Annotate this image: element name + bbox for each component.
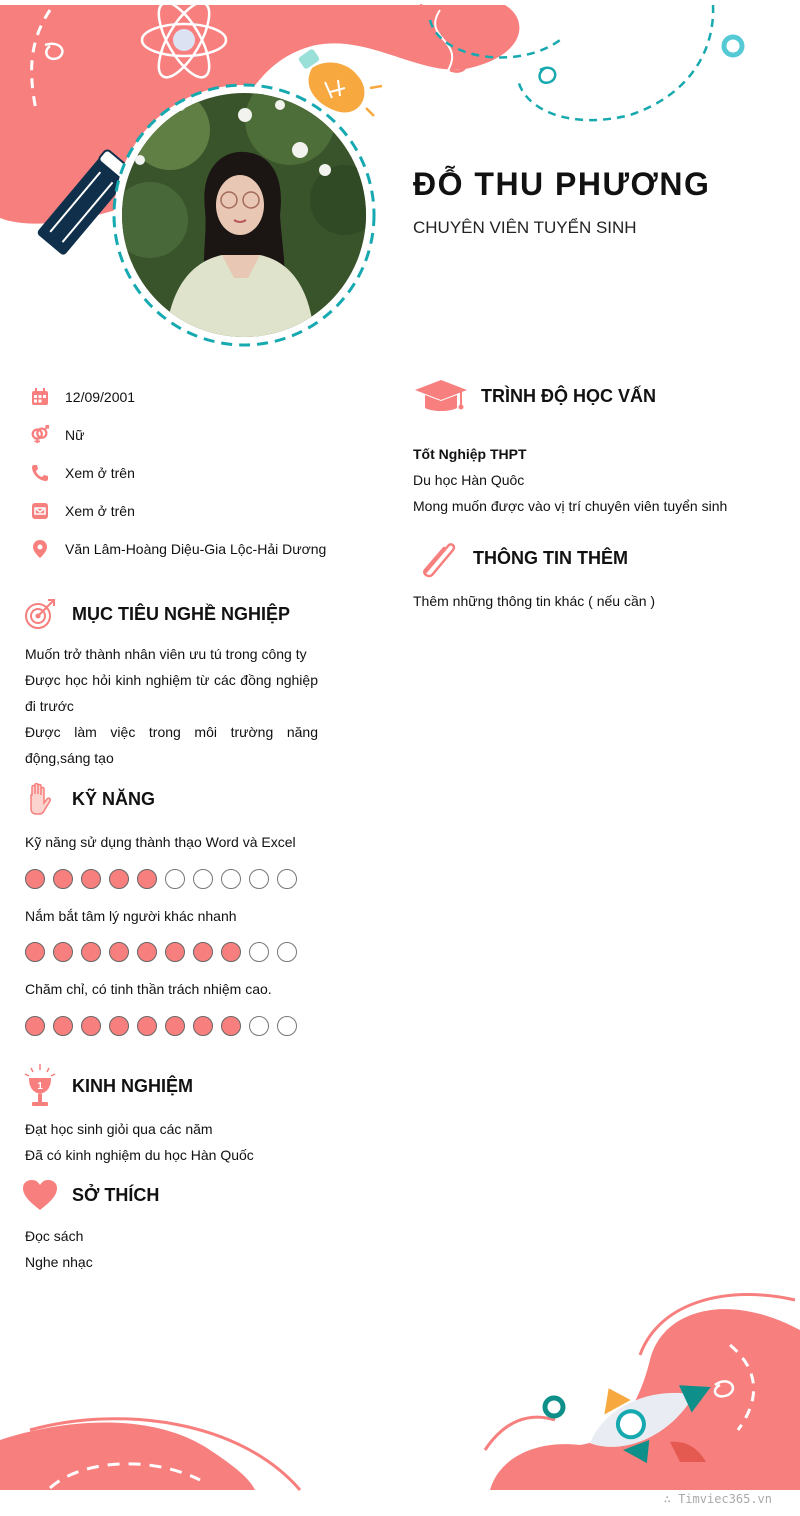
phone-text: Xem ở trên (65, 465, 135, 481)
education-line: Mong muốn được vào vị trí chuyên viên tuyển sinh (413, 498, 728, 514)
rating-dot-empty (277, 1016, 297, 1036)
hobby-line: Nghe nhạc (25, 1254, 93, 1270)
rating-dot-filled (25, 869, 45, 889)
gender-text: Nữ (65, 427, 85, 443)
address-text: Văn Lâm-Hoàng Diệu-Gia Lộc-Hải Dương (65, 541, 327, 557)
bottom-left-blob (0, 1423, 255, 1491)
candidate-name: ĐỖ THU PHƯƠNG (413, 166, 711, 202)
rating-dot-filled (81, 942, 101, 962)
skill-name: Chăm chỉ, có tinh thần trách nhiệm cao. (25, 981, 272, 997)
phone-icon (30, 463, 50, 483)
rating-dot-empty (221, 869, 241, 889)
graduation-cap-icon (413, 378, 469, 414)
rating-dot-filled (53, 1016, 73, 1036)
rating-dot-filled (81, 1016, 101, 1036)
rating-dot-filled (137, 1016, 157, 1036)
skill-name: Kỹ năng sử dụng thành thạo Word và Excel (25, 834, 296, 850)
contact-gender (30, 423, 370, 447)
contact-phone (30, 461, 370, 485)
skills-title: KỸ NĂNG (72, 788, 156, 809)
rating-dot-filled (137, 942, 157, 962)
extra-title: THÔNG TIN THÊM (473, 547, 628, 568)
contact-address (30, 537, 370, 561)
teal-ring-bottom (545, 1398, 563, 1416)
trophy-number: 1 (37, 1081, 43, 1092)
gender-icon (30, 425, 50, 445)
objective-body (25, 641, 318, 771)
rating-dot-filled (109, 1016, 129, 1036)
skill-rating (25, 942, 297, 962)
skill-name: Nắm bắt tâm lý người khác nhanh (25, 908, 237, 924)
experience-line: Đã có kinh nghiệm du học Hàn Quốc (25, 1147, 254, 1163)
experience-header (22, 1068, 193, 1104)
hobby-line: Đọc sách (25, 1228, 84, 1244)
hand-icon (22, 781, 58, 817)
experience-line: Đạt học sinh giỏi qua các năm (25, 1121, 213, 1137)
hobbies-body (25, 1223, 93, 1275)
calendar-icon (30, 387, 50, 407)
watermark-text: Timviec365.vn (678, 1492, 772, 1506)
objective-line: Được học hỏi kinh nghiệm từ các đồng nghiệp đi trước (25, 672, 318, 714)
rating-dot-empty (165, 869, 185, 889)
rating-dot-filled (221, 942, 241, 962)
hobbies-title: SỞ THÍCH (72, 1184, 160, 1205)
rating-dot-filled (25, 942, 45, 962)
experience-title: KINH NGHIỆM (72, 1075, 193, 1096)
rating-dot-empty (249, 1016, 269, 1036)
skills-header (22, 781, 155, 817)
rating-dot-empty (249, 942, 269, 962)
target-icon (22, 596, 58, 632)
hobbies-header (22, 1177, 159, 1213)
contact-email (30, 499, 370, 523)
paperclip-icon (413, 538, 459, 578)
rating-dot-filled (165, 942, 185, 962)
rating-dot-filled (137, 869, 157, 889)
rating-dot-filled (53, 942, 73, 962)
rating-dot-filled (193, 1016, 213, 1036)
rating-dot-filled (165, 1016, 185, 1036)
education-line: Du học Hàn Quôc (413, 472, 525, 488)
extra-text: Thêm những thông tin khác ( nếu cần ) (413, 593, 656, 609)
education-header (413, 378, 656, 414)
education-body (413, 441, 727, 519)
extra-header (413, 538, 628, 578)
rating-dot-filled (109, 942, 129, 962)
rating-dot-filled (193, 942, 213, 962)
objective-line: Muốn trở thành nhân viên ưu tú trong công ty (25, 646, 307, 662)
education-degree: Tốt Nghiệp THPT (413, 446, 527, 462)
contact-birthdate (30, 385, 370, 409)
rating-dot-filled (109, 869, 129, 889)
email-text: Xem ở trên (65, 503, 135, 519)
education-title: TRÌNH ĐỘ HỌC VẤN (481, 385, 656, 406)
rating-dot-empty (249, 869, 269, 889)
job-title: CHUYÊN VIÊN TUYỂN SINH (413, 218, 637, 237)
heart-icon (22, 1177, 58, 1213)
objective-line: Được làm việc trong môi trường năng động,sáng tạo (25, 724, 318, 766)
rating-dot-empty (277, 942, 297, 962)
rating-dot-filled (25, 1016, 45, 1036)
objective-header (22, 596, 290, 632)
email-icon (30, 501, 50, 521)
watermark: ∴ Timviec365.vn (663, 1492, 772, 1506)
objective-title: MỤC TIÊU NGHỀ NGHIỆP (72, 603, 291, 624)
location-pin-icon (30, 539, 50, 559)
rating-dot-empty (277, 869, 297, 889)
skill-rating (25, 1016, 297, 1036)
trophy-icon (22, 1068, 58, 1104)
skill-rating (25, 869, 297, 889)
rating-dot-filled (53, 869, 73, 889)
birthdate-text: 12/09/2001 (65, 389, 136, 405)
rating-dot-empty (193, 869, 213, 889)
rating-dot-filled (221, 1016, 241, 1036)
rating-dot-filled (81, 869, 101, 889)
experience-body (25, 1116, 254, 1168)
teal-ring (724, 37, 742, 55)
